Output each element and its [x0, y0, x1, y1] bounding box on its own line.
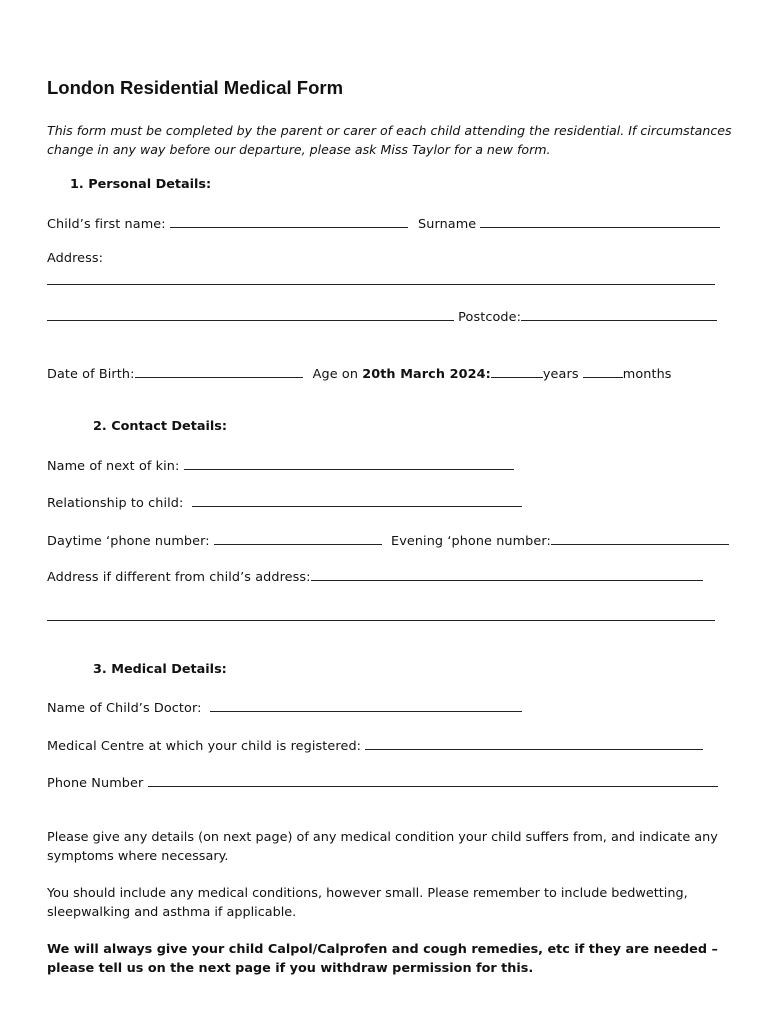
address-label: Address: [47, 251, 104, 266]
first-name-label: Child’s first name: [47, 217, 166, 232]
alt-address-label: Address if different from child’s address: [47, 570, 311, 585]
evening-phone-label: Evening ‘phone number: [391, 534, 551, 549]
phone-number-row [47, 773, 718, 791]
phone-number-field[interactable] [148, 773, 718, 787]
intro-text: This form must be completed by the parent or carer of each child attending the residential. If circumstances change in any way before our departure, please ask Miss Taylor for a new form. [47, 123, 732, 157]
medical-centre-row [47, 736, 703, 754]
postcode-field[interactable] [521, 307, 717, 321]
evening-phone-field[interactable] [551, 531, 729, 545]
dob-row [47, 364, 672, 382]
form-title: London Residential Medical Form [47, 77, 344, 98]
calpol-permission-note: We will always give your child Calpol/Calprofen and cough remedies, etc if they are needed – please tell us on the next page if you withdraw permission for this. [47, 942, 718, 976]
dob-label: Date of Birth: [47, 367, 135, 382]
medical-details-heading: 3. Medical Details: [93, 662, 227, 677]
next-of-kin-label: Name of next of kin: [47, 459, 180, 474]
contact-details-heading: 2. Contact Details: [93, 419, 227, 434]
relationship-label: Relationship to child: [47, 496, 184, 511]
relationship-row [47, 493, 522, 511]
address-line-2-field[interactable] [47, 307, 454, 321]
age-date: 20th March 2024: [362, 367, 491, 382]
alt-address-line-2-field[interactable] [47, 620, 715, 621]
surname-field[interactable] [480, 214, 720, 228]
age-months-field[interactable] [583, 364, 623, 378]
medical-centre-label: Medical Centre at which your child is registered: [47, 739, 362, 754]
address-line-1-field[interactable] [47, 284, 715, 285]
surname-label: Surname [418, 217, 477, 232]
age-prefix: Age on [312, 367, 359, 382]
phone-number-label: Phone Number [47, 776, 144, 791]
medical-condition-note: Please give any details (on next page) of any medical condition your child suffers from, and indicate any symptoms where necessary. [47, 830, 718, 864]
years-label: years [542, 367, 579, 382]
phone-row [47, 531, 729, 549]
personal-details-heading: 1. Personal Details: [70, 177, 212, 192]
next-of-kin-row [47, 456, 514, 474]
next-of-kin-field[interactable] [184, 456, 514, 470]
daytime-phone-label: Daytime ‘phone number: [47, 534, 210, 549]
age-years-field[interactable] [491, 364, 543, 378]
first-name-row [47, 214, 720, 232]
doctor-label: Name of Child’s Doctor: [47, 701, 202, 716]
postcode-row [47, 307, 717, 325]
daytime-phone-field[interactable] [214, 531, 382, 545]
postcode-label: Postcode: [458, 310, 522, 325]
dob-field[interactable] [135, 364, 303, 378]
doctor-row [47, 698, 522, 716]
include-conditions-note: You should include any medical conditions, however small. Please remember to include bedwetting, sleepwalking and asthma if applicable. [47, 886, 688, 920]
alt-address-field[interactable] [311, 567, 703, 581]
months-label: months [622, 367, 672, 382]
medical-centre-field[interactable] [365, 736, 703, 750]
doctor-field[interactable] [210, 698, 522, 712]
relationship-field[interactable] [192, 493, 522, 507]
alt-address-row [47, 567, 703, 585]
first-name-field[interactable] [170, 214, 408, 228]
